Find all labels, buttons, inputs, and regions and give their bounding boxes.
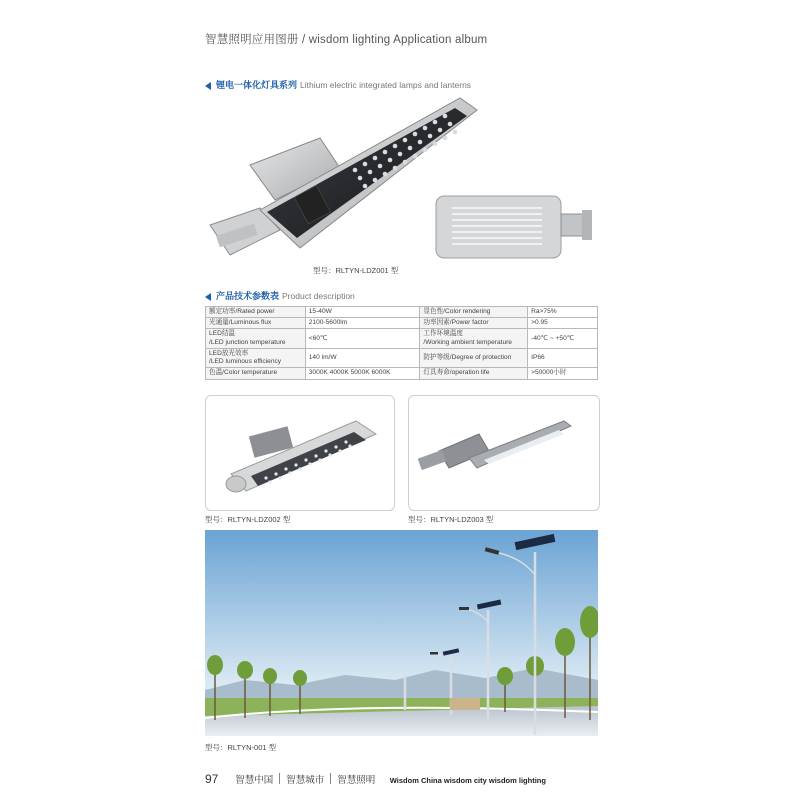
page-number: 97 [205, 772, 219, 786]
section-title-cn: 产品技术参数表 [216, 291, 280, 301]
spec-value: <60℃ [305, 329, 420, 348]
spec-label: 额定功率/Rated power [206, 307, 306, 318]
section-title-en: Lithium electric integrated lamps and lanterns [300, 80, 472, 90]
footer-tag: 智慧城市 [286, 775, 325, 786]
spec-value: IP66 [528, 348, 598, 367]
section-marker-icon [205, 293, 211, 301]
footer-divider [279, 773, 280, 784]
spec-value: >0.95 [528, 318, 598, 329]
table-row [206, 307, 598, 318]
section-heading-specs [205, 289, 355, 302]
street-scene-photo [205, 530, 598, 736]
product-caption-ldz001: 型号：RLTYN-LDZ001 型 [313, 266, 399, 275]
spec-label: 光通量/Luminous flux [206, 318, 306, 329]
spec-label: 色温/Color temperature [206, 368, 306, 379]
spec-table [205, 306, 598, 380]
spec-value: >50000小时 [528, 368, 598, 379]
footer-tagline-en: Wisdom China wisdom city wisdom lighting [389, 776, 546, 785]
spec-label: 显色性/Color rendering [420, 307, 528, 318]
product-photo-ldz002 [205, 395, 395, 511]
product-image-ldz003 [409, 396, 599, 510]
product-caption-ldz003: 型号：RLTYN-LDZ003 型 [408, 515, 494, 524]
spec-label-cn: LED结温 [209, 330, 236, 338]
product-image-ldz002 [206, 396, 394, 510]
product-caption-ldz002: 型号：RLTYN-LDZ002 型 [205, 515, 291, 524]
footer-divider [330, 773, 331, 784]
spec-value: Ra>75% [528, 307, 598, 318]
table-row [206, 368, 598, 379]
spec-label [420, 329, 528, 348]
spec-label-en: /Working ambient temperature [423, 338, 512, 346]
table-row [206, 348, 598, 367]
section-title-en: Product description [282, 291, 355, 301]
section-title-cn: 锂电一体化灯具系列 [216, 80, 298, 90]
spec-value: 140 lm/W [305, 348, 420, 367]
page-footer [205, 770, 546, 788]
spec-label: 灯具寿命/operation life [420, 368, 528, 379]
spec-label [206, 348, 306, 367]
section-marker-icon [205, 82, 211, 90]
table-row [206, 329, 598, 348]
page-header-title: 智慧照明应用图册 / wisdom lighting Application album [205, 34, 488, 46]
footer-tag: 智慧照明 [337, 775, 376, 786]
product-image-ldz001-back [432, 192, 602, 267]
footer-tag: 智慧中国 [235, 775, 274, 786]
spec-label-en: /LED junction temperature [209, 338, 286, 346]
spec-value: 15-40W [305, 307, 420, 318]
photo-caption: 型号：RLTYN-001 型 [205, 743, 277, 752]
product-photo-ldz003 [408, 395, 600, 511]
spec-label-cn: LED放光效率 [209, 349, 249, 357]
spec-value: -40℃ ~ +50℃ [528, 329, 598, 348]
table-row [206, 318, 598, 329]
spec-value: 2100-5600lm [305, 318, 420, 329]
spec-label: 防护等级/Degree of protection [420, 348, 528, 367]
spec-label-cn: 工作环境温度 [423, 330, 463, 338]
spec-label-en: /LED luminous efficiency [209, 358, 282, 366]
spec-value: 3000K 4000K 5000K 6000K [305, 368, 420, 379]
spec-label [206, 329, 306, 348]
spec-label: 功率因素/Power factor [420, 318, 528, 329]
